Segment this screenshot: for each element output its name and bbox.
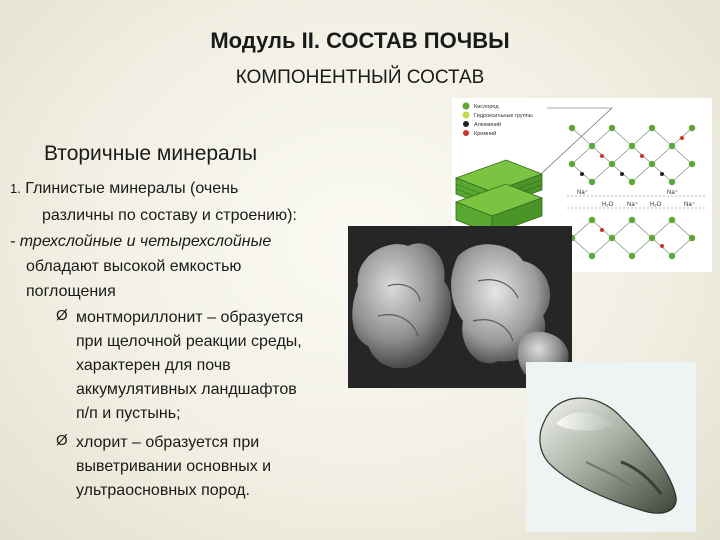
bullet-line: аккумулятивных ландшафтов xyxy=(76,381,297,398)
ion-label: H₂O xyxy=(602,202,614,208)
slide-title: Модуль II. СОСТАВ ПОЧВЫ xyxy=(210,28,510,53)
legend-oxygen: Кислород xyxy=(474,104,499,110)
bullet-chlorite xyxy=(76,432,271,504)
bullet-montmorillonite xyxy=(76,307,303,427)
bullet-line: характерен для почв xyxy=(76,357,231,374)
arrow-bullet-icon: Ø xyxy=(56,432,68,449)
ion-label: Na⁺ xyxy=(684,202,695,208)
legend-silicon: Кремний xyxy=(474,131,497,137)
ion-label: Na⁺ xyxy=(667,190,678,196)
item-text-line1: Глинистые минералы (очень xyxy=(25,180,239,197)
bullet-line: п/п и пустынь; xyxy=(76,405,181,422)
dash-item-italic: - трехслойные и четырехслойные xyxy=(10,233,272,250)
dash-item-line3: поглощения xyxy=(26,283,116,300)
slide-subtitle: КОМПОНЕНТНЫЙ СОСТАВ xyxy=(235,67,485,88)
bullet-line: ультраосновных пород. xyxy=(76,482,250,499)
bullet-line: монтмориллонит – образуется xyxy=(76,309,304,326)
section-heading: Вторичные минералы xyxy=(44,142,258,165)
legend-hydroxyl: Гидроксильные группы xyxy=(474,113,533,119)
bullet-line: при щелочной реакции среды, xyxy=(76,333,302,350)
list-item-clay xyxy=(10,178,238,200)
bullet-line: хлорит – образуется при xyxy=(76,434,260,451)
ion-label: H₂O xyxy=(650,202,662,208)
item-number: 1. xyxy=(10,181,21,196)
dash-item-line2: обладают высокой емкостью xyxy=(26,258,242,275)
ion-label: Na⁺ xyxy=(577,190,588,196)
bullet-line: выветривании основных и xyxy=(76,458,272,475)
item-text-line2: различны по составу и строению): xyxy=(42,207,297,224)
arrow-bullet-icon: Ø xyxy=(56,307,68,324)
ion-label: Na⁺ xyxy=(627,202,638,208)
legend-aluminum: Алюминий xyxy=(474,122,501,128)
mineral-specimen-image xyxy=(526,362,696,532)
